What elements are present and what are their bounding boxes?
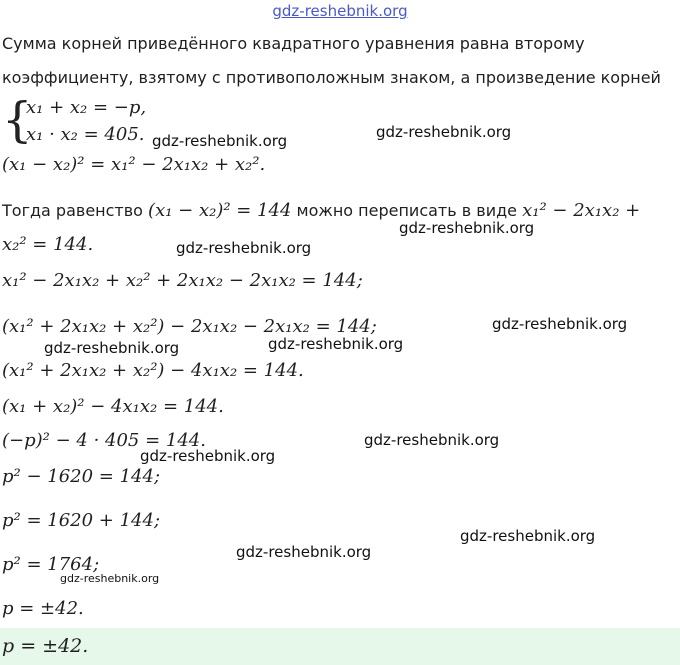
watermark: gdz-reshebnik.org: [492, 315, 628, 333]
step-6: p² − 1620 = 144;: [2, 466, 161, 487]
step-9: p = ±42.: [2, 598, 84, 619]
rewrite-text: можно переписать в виде: [296, 201, 518, 220]
watermark: gdz-reshebnik.org: [176, 239, 312, 257]
intro-line-2: коэффициенту, взятому с противоположным знаком, а произведение корней: [2, 68, 661, 87]
watermark: gdz-reshebnik.org: [268, 335, 404, 353]
math-square-identity: (x₁ − x₂)² = x₁² − 2x₁x₂ + x₂².: [2, 154, 266, 175]
watermark: gdz-reshebnik.org: [399, 219, 535, 237]
step-2: (x₁² + 2x₁x₂ + x₂²) − 2x₁x₂ − 2x₁x₂ = 144;: [2, 316, 377, 337]
watermark: gdz-reshebnik.org: [60, 572, 160, 585]
watermark: gdz-reshebnik.org: [460, 527, 596, 545]
watermark: gdz-reshebnik.org: [140, 447, 276, 465]
step-3: (x₁² + 2x₁x₂ + x₂²) − 4x₁x₂ = 144.: [2, 360, 304, 381]
then-math: (x₁ − x₂)² = 144: [148, 200, 292, 221]
watermark: gdz-reshebnik.org: [236, 543, 372, 561]
then-line: [2, 200, 640, 222]
watermark: gdz-reshebnik.org: [44, 339, 180, 357]
answer-box: [0, 628, 680, 665]
step-4: (x₁ + x₂)² − 4x₁x₂ = 144.: [2, 396, 224, 417]
step-1: x₁² − 2x₁x₂ + x₂² + 2x₁x₂ − 2x₁x₂ = 144;: [2, 270, 363, 291]
step-7: p² = 1620 + 144;: [2, 510, 161, 531]
watermark: gdz-reshebnik.org: [152, 132, 288, 150]
intro-line-1: Сумма корней приведённого квадратного уравнения равна второму: [2, 34, 585, 53]
watermark: gdz-reshebnik.org: [376, 123, 512, 141]
system-brace: {: [2, 92, 33, 148]
then-text: Тогда равенство: [2, 201, 143, 220]
site-link[interactable]: gdz-reshebnik.org: [272, 2, 408, 20]
watermark: gdz-reshebnik.org: [364, 431, 500, 449]
system-eq-2: x₁ · x₂ = 405.: [26, 124, 145, 145]
step-5: (−p)² − 4 · 405 = 144.: [2, 430, 206, 451]
rewrite-math-b: x₂² = 144.: [2, 234, 94, 255]
step-8: p² = 1764;: [2, 554, 100, 575]
system-eq-1: x₁ + x₂ = −p,: [26, 97, 147, 118]
answer-text: p = ±42.: [2, 635, 89, 657]
rewrite-math-a: x₁² − 2x₁x₂ +: [522, 200, 641, 221]
